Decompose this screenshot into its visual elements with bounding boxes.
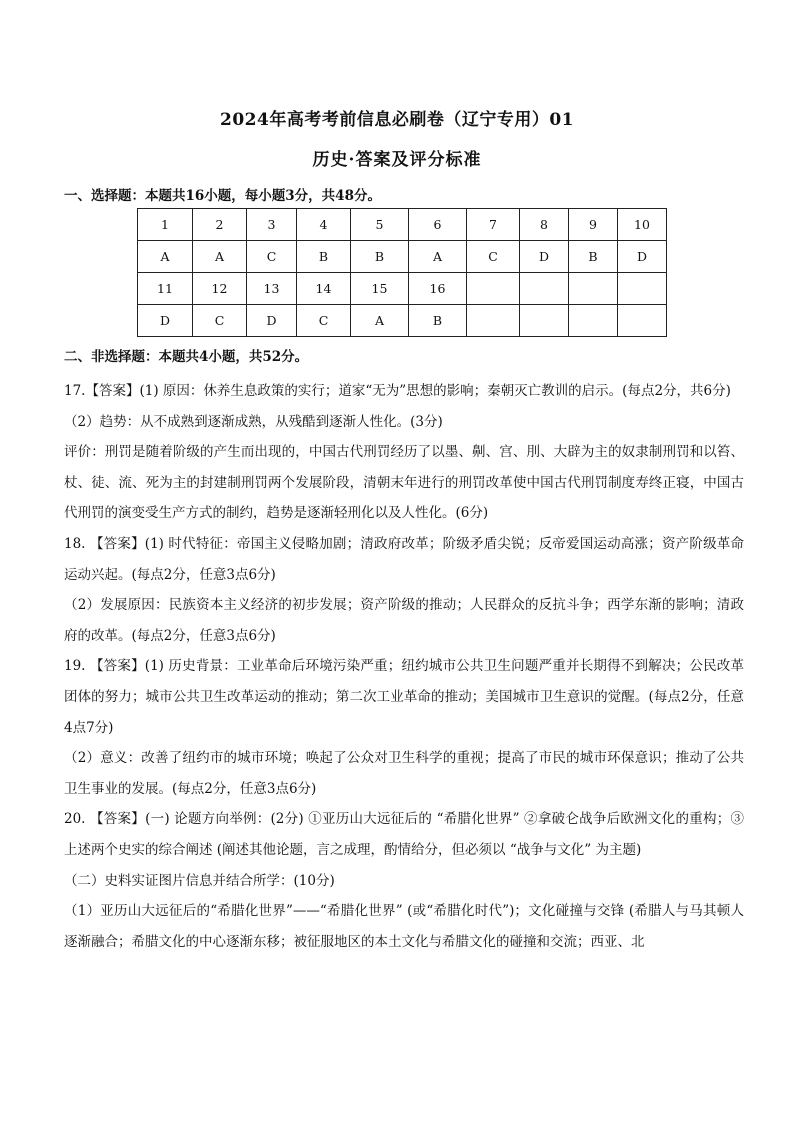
answer-table-cell: D <box>247 305 297 337</box>
answer-table-cell: 4 <box>297 209 351 241</box>
page-title: 2024年高考考前信息必刷卷（辽宁专用）01 <box>220 110 574 130</box>
answer-table-cell: C <box>297 305 351 337</box>
answer-table-cell: 14 <box>297 273 351 305</box>
answer-18-part1: 18. 【答案】(1) 时代特征：帝国主义侵略加剧；清政府改革；阶级矛盾尖锐；反帝爱国运动高涨；资产阶级革命运动兴起。(每点2分，任意3点6分) <box>64 535 744 583</box>
answer-table-cell: 3 <box>247 209 297 241</box>
answer-table-cell: 2 <box>193 209 247 241</box>
answer-18-part2: （2）发展原因：民族资本主义经济的初步发展；资产阶级的推动；人民群众的反抗斗争；西学东渐的影响；清政府的改革。(每点2分，任意3点6分) <box>64 597 744 644</box>
answer-table-cell: A <box>351 305 409 337</box>
section-2-heading: 二、非选择题：本题共4小题，共52分。 <box>64 349 309 365</box>
answer-table-row <box>138 209 667 241</box>
answer-table-cell: 11 <box>138 273 193 305</box>
answer-table-cell <box>467 273 520 305</box>
answer-table-cell: B <box>569 241 618 273</box>
answer-body <box>64 376 744 957</box>
answer-table-cell <box>520 273 569 305</box>
answer-table-cell <box>569 305 618 337</box>
answer-table-row <box>138 305 667 337</box>
answer-table-cell: D <box>618 241 667 273</box>
answer-table-cell <box>618 305 667 337</box>
answer-table-cell: 8 <box>520 209 569 241</box>
answer-table-cell: D <box>520 241 569 273</box>
answer-table-cell: 16 <box>409 273 467 305</box>
answer-table-cell: B <box>409 305 467 337</box>
answer-table-cell: A <box>409 241 467 273</box>
answer-20-part2-heading: （二）史料实证图片信息并结合所学：(10分) <box>64 872 335 889</box>
answer-19-part2: （2）意义：改善了纽约市的城市环境；唤起了公众对卫生科学的重视；提高了市民的城市环保意识；推动了公共卫生事业的发展。(每点2分，任意3点6分) <box>64 750 744 797</box>
answer-table-cell: A <box>193 241 247 273</box>
answer-table-cell: C <box>193 305 247 337</box>
answer-17-part2-trend: （2）趋势：从不成熟到逐渐成熟，从残酷到逐渐人性化。(3分) <box>64 413 443 430</box>
answer-table-cell: 1 <box>138 209 193 241</box>
answer-17-part2-evaluation: 评价：刑罚是随着阶级的产生而出现的，中国古代刑罚经历了以墨、劓、宫、刖、大辟为主的奴隶制刑罚和以笞、杖、徒、流、死为主的封建制刑罚两个发展阶段，清朝末年进行的刑罚改革使中国古代刑罚制度寿终正寝，中国古代刑罚的演变受生产方式的制约，趋势是逐渐轻刑化以及人性化。(6分) <box>64 444 744 522</box>
answer-table-cell: 12 <box>193 273 247 305</box>
answer-table-cell: C <box>247 241 297 273</box>
answer-table-cell: 13 <box>247 273 297 305</box>
answer-table-cell: 10 <box>618 209 667 241</box>
answer-table-cell: 7 <box>467 209 520 241</box>
section-1-heading: 一、选择题：本题共16小题，每小题3分，共48分。 <box>64 188 381 204</box>
answer-table-cell: 9 <box>569 209 618 241</box>
answer-table <box>137 208 667 337</box>
answer-table-row <box>138 273 667 305</box>
answer-table-cell: 15 <box>351 273 409 305</box>
answer-table-cell <box>467 305 520 337</box>
answer-20-part2-item1: （1）亚历山大远征后的“希腊化世界”——“希腊化世界” (或“希腊化时代”)；文化碰撞与交锋 (希腊人与马其顿人逐渐融合；希腊文化的中心逐渐东移；被征服地区的本土文化与希腊文化的碰撞和交流；西亚、北 <box>64 903 744 950</box>
answer-table-cell <box>520 305 569 337</box>
answer-table-cell <box>569 273 618 305</box>
answer-table-cell: D <box>138 305 193 337</box>
answer-table-cell: 6 <box>409 209 467 241</box>
answer-table-cell <box>618 273 667 305</box>
answer-17-part1: 17.【答案】(1) 原因：休养生息政策的实行；道家“无为”思想的影响；秦朝灭亡教训的启示。(每点2分，共6分) <box>64 383 731 399</box>
answer-table-cell: B <box>297 241 351 273</box>
answer-19-part1: 19. 【答案】(1) 历史背景：工业革命后环境污染严重；纽约城市公共卫生问题严重并长期得不到解决；公民改革团体的努力；城市公共卫生改革运动的推动；第二次工业革命的推动；美国城市卫生意识的觉醒。(每点2分，任意4点7分) <box>64 658 744 736</box>
answer-table-cell: 5 <box>351 209 409 241</box>
answer-table-cell: C <box>467 241 520 273</box>
page-subtitle: 历史·答案及评分标准 <box>312 150 482 170</box>
answer-table-cell: A <box>138 241 193 273</box>
answer-20-part1: 20. 【答案】(一) 论题方向举例：(2分) ①亚历山大远征后的 “希腊化世界” ②拿破仑战争后欧洲文化的重构；③上述两个史实的综合阐述 (阐述其他论题，言之成理，酌情给分，但必须以 “战争与文化” 为主题) <box>64 811 744 858</box>
answer-table-row <box>138 241 667 273</box>
answer-table-cell: B <box>351 241 409 273</box>
